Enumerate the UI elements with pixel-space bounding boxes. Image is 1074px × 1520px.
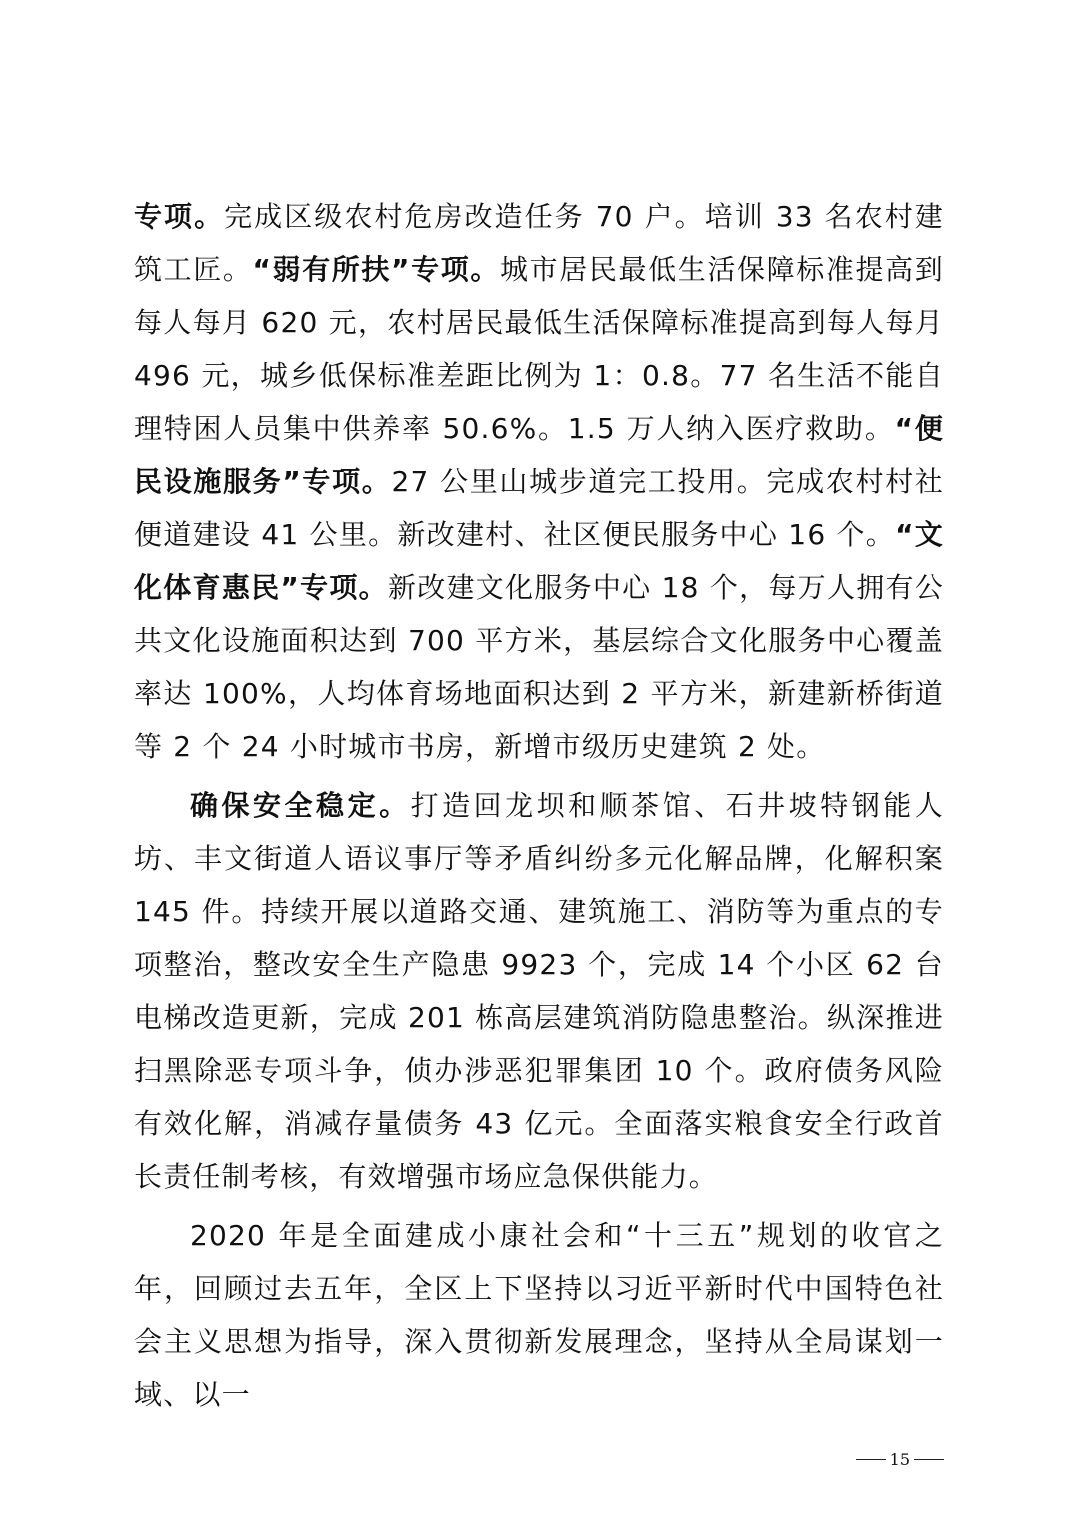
page-footer [856, 1450, 944, 1469]
paragraph [134, 190, 944, 773]
paragraph-text: 新改建文化服务中心 18 个，每万人拥有公共文化设施面积达到 700 平方米，基层综合文化服务中心覆盖率达 100%，人均体育场地面积达到 2 平方米，新建新桥街道等 2 个 24 小时城市书房，新增市级历史建筑 2 处。 [134, 571, 944, 763]
footer-dash-right [914, 1459, 944, 1460]
bold-heading-text: “便民设施服务”专项。 [134, 412, 944, 498]
bold-heading-text: 确保安全稳定。 [190, 789, 411, 822]
body-text [134, 190, 944, 1421]
paragraph-text: 27 公里山城步道完工投用。完成农村村社便道建设 41 公里。新改建村、社区便民服务中心 16 个。 [134, 465, 944, 551]
paragraph [134, 1209, 944, 1421]
bold-heading-text: “弱有所扶”专项。 [252, 253, 500, 286]
footer-dash-left [856, 1459, 886, 1460]
paragraph-text: 打造回龙坝和顺茶馆、石井坡特钢能人坊、丰文街道人语议事厅等矛盾纠纷多元化解品牌，化解积案 145 件。持续开展以道路交通、建筑施工、消防等为重点的专项整治，整改安全生产隐患 9923 个，完成 14 个小区 62 台电梯改造更新，完成 201 栋高层建筑消防隐患整治。纵深推进扫黑除恶专项斗争，侦办涉恶犯罪集团 10 个。政府债务风险有效化解，消减存量债务 43 亿元。全面落实粮食安全行政首长责任制考核，有效增强市场应急保供能力。 [134, 789, 944, 1193]
bold-heading-text: 专项。 [134, 200, 225, 233]
paragraph [134, 779, 944, 1203]
paragraph-text: 2020 年是全面建成小康社会和“十三五”规划的收官之年，回顾过去五年，全区上下坚持以习近平新时代中国特色社会主义思想为指导，深入贯彻新发展理念，坚持从全局谋划一域、以一 [134, 1219, 944, 1411]
bold-heading-text: “文化体育惠民”专项。 [134, 518, 944, 604]
page-number: 15 [889, 1450, 910, 1469]
paragraph-text: 城市居民最低生活保障标准提高到每人每月 620 元，农村居民最低生活保障标准提高到每人每月 496 元，城乡低保标准差距比例为 1：0.8。77 名生活不能自理特困人员集中供养率 50.6%。1.5 万人纳入医疗救助。 [134, 253, 944, 445]
paragraph-text: 完成区级农村危房改造任务 70 户。培训 33 名农村建筑工匠。 [134, 200, 944, 286]
